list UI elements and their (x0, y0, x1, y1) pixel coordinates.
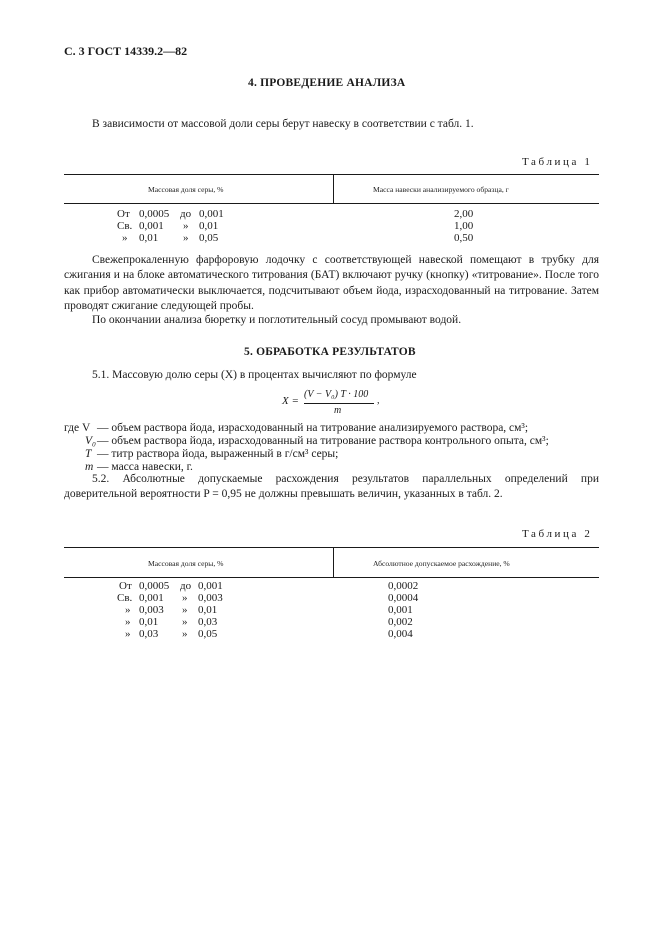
definition-text: — объем раствора йода, израсходованный на титрование раствора контрольного опыта, см³; (97, 435, 549, 447)
row-value: 0,0002 (388, 580, 419, 592)
row-prefix: » (125, 616, 131, 628)
row-from: 0,001 (139, 592, 164, 604)
row-to: 0,03 (198, 616, 218, 628)
page-header: С. 3 ГОСТ 14339.2—82 (64, 44, 188, 58)
row-from: 0,0005 (139, 208, 170, 220)
row-value: 0,50 (454, 232, 474, 244)
table-2-top-rule (64, 547, 599, 548)
row-prefix: » (125, 628, 131, 640)
definition-symbol: m (85, 461, 94, 473)
row-sep: » (182, 592, 188, 604)
section-4-paragraph-2: По окончании анализа бюретку и поглотительный сосуд промывают водой. (92, 314, 462, 326)
formula-denominator: m (334, 405, 342, 416)
row-to: 0,05 (198, 628, 218, 640)
row-value: 0,002 (388, 616, 413, 628)
row-from: 0,0005 (139, 580, 170, 592)
row-sep: » (182, 616, 188, 628)
row-prefix: Св. (117, 592, 133, 604)
section-5-title: 5. ОБРАБОТКА РЕЗУЛЬТАТОВ (244, 346, 416, 358)
section-4-intro: В зависимости от массовой доли серы берут навеску в соответствии с табл. 1. (92, 118, 474, 130)
row-prefix: » (122, 232, 128, 244)
row-sep: до (180, 580, 192, 592)
section-4-title: 4. ПРОВЕДЕНИЕ АНАЛИЗА (248, 77, 406, 89)
formula-lhs: X = (282, 395, 299, 407)
definition-symbol: где V (64, 422, 91, 434)
row-value: 0,004 (388, 628, 413, 640)
row-prefix: От (119, 580, 132, 592)
row-to: 0,05 (199, 232, 219, 244)
table-1-header-rule (64, 203, 599, 204)
row-sep: до (180, 208, 192, 220)
table-1-col1-header: Массовая доля серы, % (148, 185, 224, 194)
row-prefix: Св. (117, 220, 133, 232)
definition-symbol: V₀ (85, 435, 97, 447)
definition-text: — объем раствора йода, израсходованный на титрование анализируемого раствора, см³; (97, 422, 529, 434)
row-from: 0,001 (139, 220, 164, 232)
row-from: 0,01 (139, 616, 159, 628)
table-1-top-rule (64, 174, 599, 175)
table-1-divider (333, 174, 334, 204)
row-sep: » (183, 220, 189, 232)
formula-numerator: (V − V₀) T · 100 (304, 389, 369, 400)
row-prefix: » (125, 604, 131, 616)
row-value: 1,00 (454, 220, 474, 232)
row-sep: » (182, 604, 188, 616)
table-2-col2-header: Абсолютное допускаемое расхождение, % (373, 559, 510, 568)
row-to: 0,001 (198, 580, 223, 592)
section-5-2-text: 5.2. Абсолютные допускаемые расхождения результатов параллельных определений при доверительной вероятности P = 0,95 не должны превышать величин, указанных в табл. 2. (64, 473, 599, 501)
row-to: 0,01 (198, 604, 218, 616)
table-2-col1-header: Массовая доля серы, % (148, 559, 224, 568)
row-from: 0,01 (139, 232, 159, 244)
fraction-bar (304, 403, 374, 404)
row-sep: » (182, 628, 188, 640)
row-to: 0,01 (199, 220, 219, 232)
definition-symbol: T (85, 448, 92, 460)
table-2-caption: Таблица 2 (522, 528, 593, 540)
row-from: 0,03 (139, 628, 159, 640)
row-value: 0,001 (388, 604, 413, 616)
table-1-col2-header: Масса навески анализируемого образца, г (373, 185, 509, 194)
table-2-header-rule (64, 577, 599, 578)
table-1-caption: Таблица 1 (522, 156, 593, 168)
row-from: 0,003 (139, 604, 164, 616)
row-to: 0,001 (199, 208, 224, 220)
row-value: 2,00 (454, 208, 474, 220)
section-5-1-text: 5.1. Массовую долю серы (X) в процентах вычисляют по формуле (92, 369, 417, 381)
formula-comma: , (377, 395, 380, 406)
row-value: 0,0004 (388, 592, 419, 604)
definition-text: — титр раствора йода, выраженный в г/см³ серы; (97, 448, 339, 460)
table-2-divider (333, 547, 334, 577)
row-sep: » (183, 232, 189, 244)
row-to: 0,003 (198, 592, 223, 604)
definition-text: — масса навески, г. (97, 461, 193, 473)
row-prefix: От (117, 208, 130, 220)
section-4-paragraph-1: Свежепрокаленную фарфоровую лодочку с соответствующей навеской помещают в трубку для сжигания и на блоке автоматического титрования (БАТ) включают ручку (кнопку) «титрование». После того как прибор автоматически выключается, подсчитывают объем йода, израсходованный на титрование. Затем проводят сжигание следующей пробы. (64, 254, 599, 312)
